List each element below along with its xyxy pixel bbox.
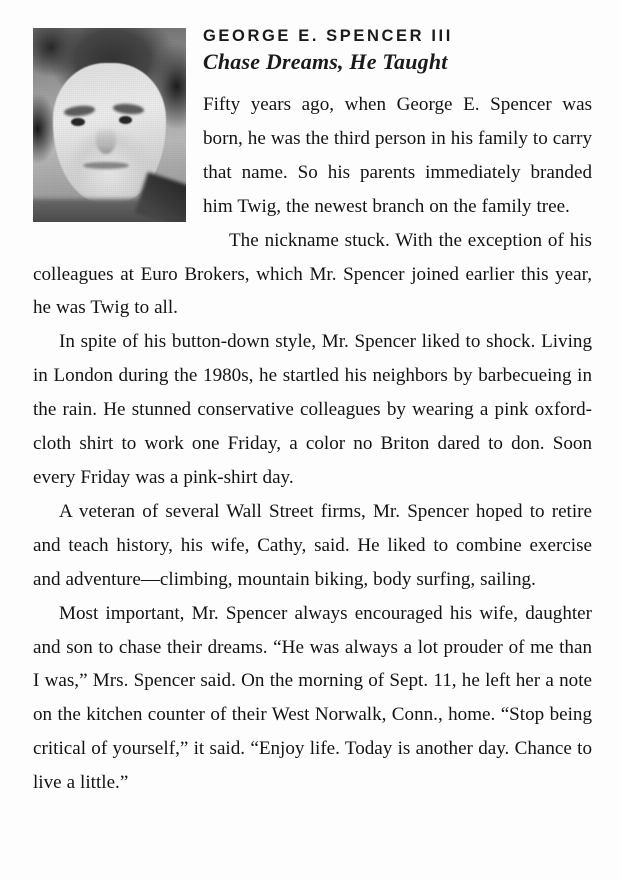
paragraph: The nickname stuck. With the exception of his colleagues at Euro Brokers, which Mr. Spencer joined earlier this year, he was Twig to all. (33, 229, 592, 319)
paragraph: Most important, Mr. Spencer always encouraged his wife, daughter and son to chase their dreams. “He was always a lot prouder of me than I was,” Mrs. Spencer said. On the morning of Sept. 11, he left her a note on the kitchen counter of their West Norwalk, Conn., home. “Stop being critical of yourself,” it said. “Enjoy life. Today is another day. Chance to live a little.” (33, 602, 592, 794)
portrait-photo (33, 28, 186, 222)
paragraph: A veteran of several Wall Street firms, Mr. Spencer hoped to retire and teach history, his wife, Cathy, said. He liked to combine exercise and adventure—climbing, mountain biking, body surfing, sailing. (33, 500, 592, 590)
paragraph: Fifty years ago, when George E. Spencer was born, he was the third person in his family to carry that name. So his parents immediately branded him Twig, the newest branch on the family tree. (203, 94, 592, 217)
paragraph: In spite of his button-down style, Mr. Spencer liked to shock. Living in London during the 1980s, he startled his neighbors by barbecueing in the rain. He stunned conservative colleagues by wearing a pink oxford-cloth shirt to work one Friday, a color no Briton dared to don. Soon every Friday was a pink-shirt day. (33, 331, 592, 488)
page-title: GEORGE E. SPENCER III (203, 27, 453, 45)
page-subtitle: Chase Dreams, He Taught (203, 48, 448, 74)
photo-nose (96, 127, 116, 154)
photo-mouth (83, 162, 129, 169)
